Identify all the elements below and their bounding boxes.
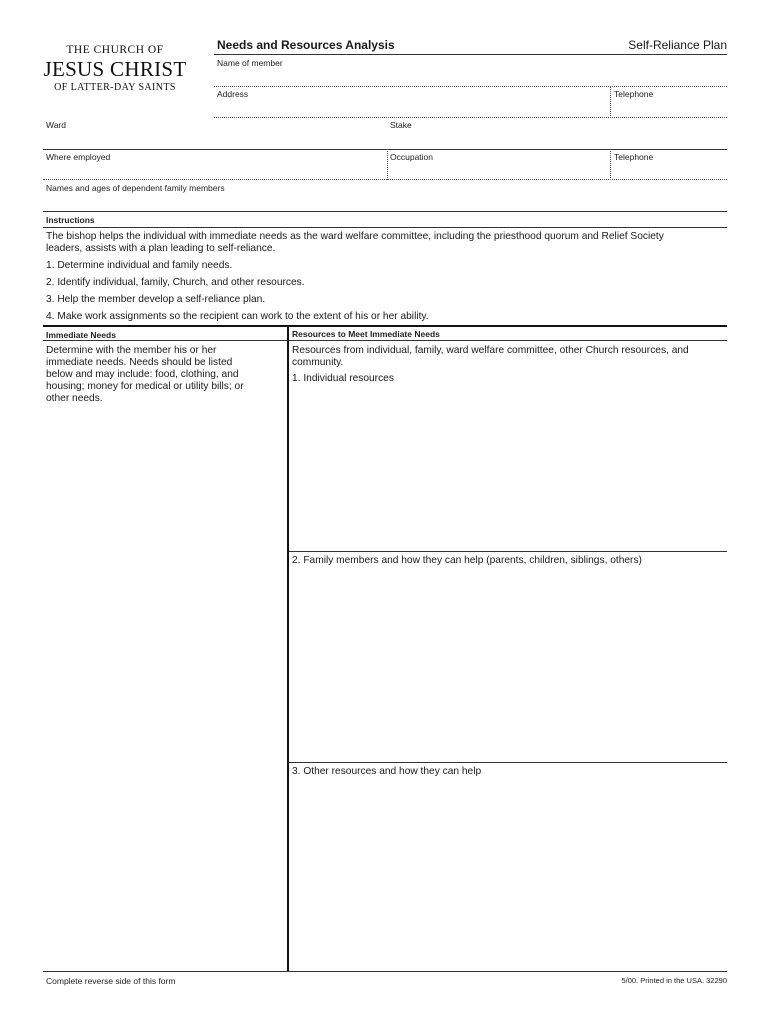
table-header-rule <box>43 340 727 341</box>
section-1-2-rule <box>289 551 727 552</box>
plan-label: Self-Reliance Plan <box>628 38 727 52</box>
family-resources-input-area[interactable] <box>290 572 726 760</box>
instruction-step-2: 2. Identify individual, family, Church, and other resources. <box>46 277 305 288</box>
employed-occupation-divider <box>387 149 388 180</box>
resources-section-3-label: 3. Other resources and how they can help <box>292 766 482 777</box>
immediate-needs-line-5: other needs. <box>46 393 103 404</box>
occupation-label: Occupation <box>390 152 433 162</box>
instructions-intro-line1: The bishop helps the individual with immediate needs as the ward welfare committee, including the priesthood quorum and Relief Society <box>46 231 664 242</box>
employment-field[interactable] <box>43 179 727 180</box>
table-bottom-rule <box>43 971 727 972</box>
name-of-member-label: Name of member <box>217 58 283 68</box>
address-phone-divider <box>610 86 611 118</box>
resources-section-1-label: 1. Individual resources <box>292 373 394 384</box>
telephone-label-1: Telephone <box>614 89 654 99</box>
footer-print-info: 5/00. Printed in the USA. 32290 <box>621 976 727 985</box>
immediate-needs-heading: Immediate Needs <box>46 330 116 340</box>
stake-label: Stake <box>390 120 412 130</box>
instructions-rule <box>43 227 727 228</box>
occupation-phone-divider <box>610 149 611 180</box>
instruction-step-1: 1. Determine individual and family needs. <box>46 260 233 271</box>
resources-section-2-label: 2. Family members and how they can help (parents, children, siblings, others) <box>292 555 642 566</box>
immediate-needs-input-area[interactable] <box>44 408 284 968</box>
instructions-intro-line2: leaders, assists with a plan leading to self-reliance. <box>46 243 276 254</box>
church-logo-line2: JESUS CHRIST <box>43 57 187 81</box>
instructions-heading: Instructions <box>46 215 95 225</box>
form-title: Needs and Resources Analysis <box>217 38 395 52</box>
church-logo-line1: THE CHURCH OF <box>66 44 164 56</box>
address-field[interactable] <box>214 117 727 118</box>
column-divider <box>287 325 289 972</box>
telephone-label-2: Telephone <box>614 152 654 162</box>
table-top-rule <box>43 325 727 327</box>
dependents-field[interactable] <box>43 211 727 212</box>
resources-intro-line2: community. <box>292 357 344 368</box>
other-resources-input-area[interactable] <box>290 783 726 969</box>
immediate-needs-line-2: immediate needs. Needs should be listed <box>46 357 233 368</box>
church-logo-line3: OF LATTER-DAY SAINTS <box>54 82 176 93</box>
address-label: Address <box>217 89 249 99</box>
title-rule <box>214 54 727 55</box>
individual-resources-input-area[interactable] <box>290 390 726 550</box>
instruction-step-4: 4. Make work assignments so the recipient can work to the extent of his or her ability. <box>46 311 429 322</box>
ward-stake-field[interactable] <box>43 149 727 150</box>
section-2-3-rule <box>289 762 727 763</box>
resources-intro-line1: Resources from individual, family, ward welfare committee, other Church resources, and <box>292 345 689 356</box>
name-of-member-field[interactable] <box>214 86 727 87</box>
instruction-step-3: 3. Help the member develop a self-reliance plan. <box>46 294 266 305</box>
footer-note-left: Complete reverse side of this form <box>46 976 176 986</box>
dependents-label: Names and ages of dependent family members <box>46 183 225 193</box>
immediate-needs-line-3: below and may include: food, clothing, and <box>46 369 239 380</box>
immediate-needs-line-4: housing; money for medical or utility bills; or <box>46 381 244 392</box>
resources-heading: Resources to Meet Immediate Needs <box>292 329 440 339</box>
immediate-needs-line-1: Determine with the member his or her <box>46 345 217 356</box>
ward-label: Ward <box>46 120 66 130</box>
where-employed-label: Where employed <box>46 152 111 162</box>
